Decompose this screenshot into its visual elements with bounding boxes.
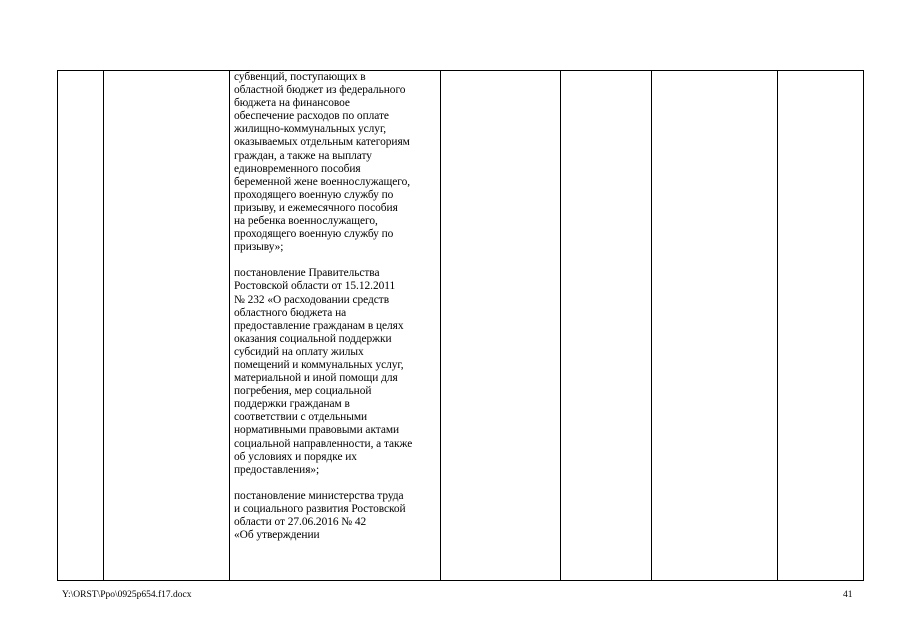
- text-line: областного бюджета на: [234, 306, 347, 319]
- text-paragraph: [234, 490, 438, 542]
- text-line: № 232 «О расходовании средств: [234, 293, 390, 306]
- text-line: областной бюджет из федерального: [234, 84, 406, 97]
- text-line: оказания социальной поддержки: [234, 332, 392, 345]
- text-line: и социального развития Ростовской: [234, 502, 406, 515]
- text-line: постановление Правительства: [234, 267, 380, 280]
- text-line: Ростовской области от 15.12.2011: [234, 280, 396, 293]
- table-cell-text: [230, 71, 441, 581]
- text-line: соответствии с отдельными: [234, 411, 368, 424]
- table-cell-6: [652, 71, 778, 581]
- table-cell-5: [561, 71, 652, 581]
- cell-text-content: [230, 71, 440, 580]
- text-line: помещений и коммунальных услуг,: [234, 358, 404, 371]
- text-paragraph: [234, 71, 438, 254]
- text-line: оказываемых отдельным категориям: [234, 136, 410, 149]
- text-line: бюджета на финансовое: [234, 97, 350, 110]
- text-line: субсидий на оплату жилых: [234, 345, 364, 358]
- text-line: жилищно-коммунальных услуг,: [234, 123, 387, 136]
- text-line: проходящего военную службу по: [234, 228, 394, 241]
- text-paragraph: [234, 267, 438, 477]
- text-line: на ребенка военнослужащего,: [234, 215, 378, 228]
- table-cell-1: [58, 71, 104, 581]
- text-line: субвенций, поступающих в: [234, 71, 366, 83]
- paragraph-gap: [234, 477, 438, 490]
- table-row: [58, 71, 864, 581]
- footer-file-path: Y:\ORST\Ppo\0925p654.f17.docx: [62, 590, 192, 600]
- text-line: призыву, и ежемесячного пособия: [234, 201, 398, 214]
- table-cell-4: [441, 71, 561, 581]
- text-line: области от 27.06.2016 № 42: [234, 516, 367, 528]
- text-line: постановление министерства труда: [234, 489, 404, 502]
- table-cell-2: [104, 71, 230, 581]
- text-line: проходящего военную службу по: [234, 188, 394, 201]
- text-line: поддержки гражданам в: [234, 398, 350, 411]
- document-table: [57, 70, 864, 581]
- text-line: нормативными правовыми актами: [234, 424, 400, 437]
- text-line: социальной направленности, а также: [234, 437, 413, 450]
- text-line: беременной жене военнослужащего,: [234, 175, 411, 188]
- text-line: обеспечение расходов по оплате: [234, 110, 389, 123]
- text-line: «Об утверждении: [234, 529, 320, 542]
- paragraph-gap: [234, 254, 438, 267]
- text-line: призыву»;: [234, 241, 284, 254]
- table-cell-7: [778, 71, 864, 581]
- text-line: об условиях и порядке их: [234, 450, 357, 463]
- text-line: материальной и иной помощи для: [234, 372, 398, 385]
- text-line: граждан, а также на выплату: [234, 149, 372, 162]
- footer-page-number: 41: [843, 590, 853, 600]
- text-line: единовременного пособия: [234, 162, 361, 175]
- text-line: предоставление гражданам в целях: [234, 319, 404, 332]
- text-line: погребения, мер социальной: [234, 385, 372, 398]
- text-line: предоставления»;: [234, 463, 320, 476]
